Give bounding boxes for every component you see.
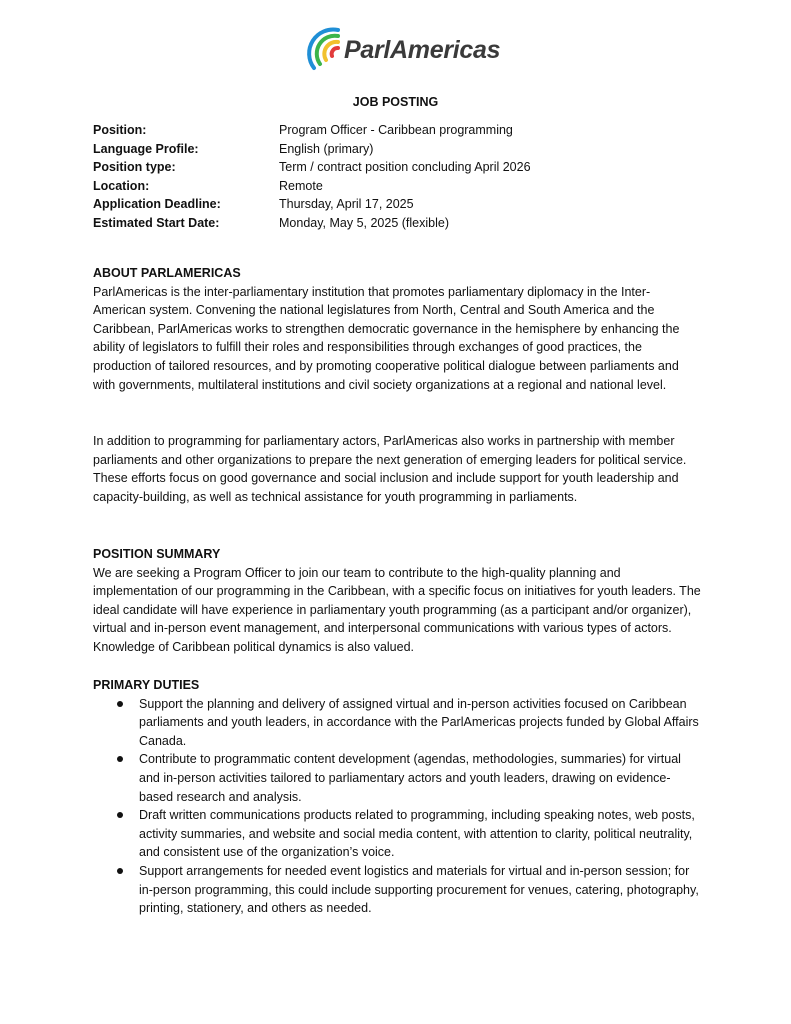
document-title: JOB POSTING (352, 95, 439, 109)
position-summary-section (93, 545, 701, 657)
info-row-start-date (93, 216, 713, 235)
duties-list (93, 695, 701, 918)
list-item: Support arrangements for needed event logistics and materials for virtual and in-person session; for in-person programming, this could include supporting procurement for venues, catering, photography, printing, stationery, and others as needed. (93, 862, 701, 918)
info-row-position (93, 123, 713, 142)
info-row-location (93, 179, 713, 198)
info-value: Monday, May 5, 2025 (flexible) (279, 215, 449, 230)
info-value: Program Officer - Caribbean programming (279, 123, 513, 137)
info-value: Term / contract position concluding April 2026 (279, 160, 531, 175)
logo-text: ParlAmericas (344, 36, 501, 64)
about-paragraph-1: ParlAmericas is the inter-parliamentary institution that promotes parliamentary diplomacy in the Inter-American system. Convening the national legislatures from North, Central and South America and the Caribbean, ParlAmericas works to strengthen democratic governance in the hemisphere by enhancing the ability of legislators to fulfill their roles and responsibilities through exchanges of good practices, the production of tailored resources, and by promoting cooperative political dialogue between parliaments and with governments, multilateral institutions and civil society organizations at a regional and national level. (93, 284, 680, 392)
info-row-language (93, 142, 713, 161)
info-label: Position type: (93, 160, 176, 175)
info-label: Estimated Start Date: (93, 215, 220, 230)
list-item: Contribute to programmatic content development (agendas, methodologies, summaries) for virtual and in-person activities tailored to parliamentary actors and youth leaders, drawing on evidence-based research and analysis. (93, 750, 701, 806)
primary-duties-heading: PRIMARY DUTIES (93, 678, 200, 692)
parlamericas-logo (304, 24, 504, 78)
about-section (93, 264, 701, 394)
info-row-position-type (93, 160, 713, 179)
job-info-table (93, 123, 713, 235)
about-section-continued (93, 432, 701, 506)
list-item: Support the planning and delivery of assigned virtual and in-person activities focused on Caribbean parliaments and youth leaders, in accordance with the ParlAmericas projects funded by Global Affairs Canada. (93, 695, 701, 751)
info-value: Remote (279, 178, 323, 193)
primary-duties-section (93, 676, 701, 918)
about-paragraph-2: In addition to programming for parliamentary actors, ParlAmericas also works in partnership with member parliaments and other organizations to prepare the next generation of emerging leaders for political service. These efforts focus on good governance and social inclusion and include support for youth leadership and capacity-building, as well as technical assistance for youth programming in parliaments. (93, 434, 687, 504)
about-heading: ABOUT PARLAMERICAS (93, 266, 241, 280)
position-summary-heading: POSITION SUMMARY (93, 547, 221, 561)
info-label: Position: (93, 123, 147, 137)
info-row-deadline (93, 197, 713, 216)
info-value: English (primary) (279, 141, 374, 156)
info-value: Thursday, April 17, 2025 (279, 197, 414, 212)
info-label: Location: (93, 178, 150, 193)
list-item: Draft written communications products related to programming, including speaking notes, web posts, activity summaries, and website and social media content, with attention to clarity, political neutrality, and consistent use of the organization’s voice. (93, 806, 701, 862)
info-label: Application Deadline: (93, 197, 221, 212)
position-summary-text: We are seeking a Program Officer to join our team to contribute to the high-quality planning and implementation of our programming in the Caribbean, with a specific focus on initiatives for youth leaders. The ideal candidate will have experience in parliamentary youth programming (as a participant and/or organizer), virtual and in-person event management, and interpersonal communications with various types of actors. Knowledge of Caribbean political dynamics is also valued. (93, 565, 701, 654)
info-label: Language Profile: (93, 141, 199, 156)
